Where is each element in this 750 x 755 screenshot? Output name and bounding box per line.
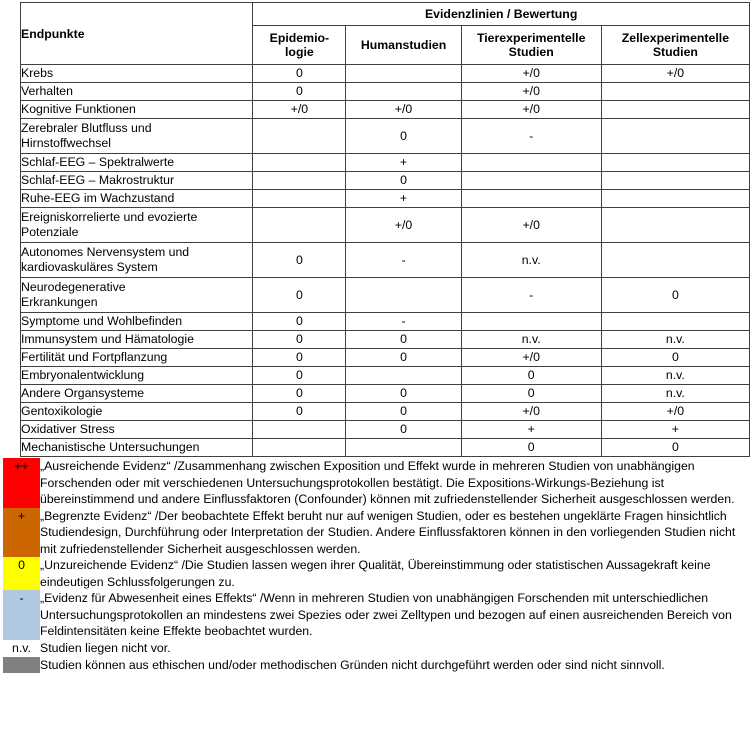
legend-description: „Unzureichende Evidenz“ /Die Studien lassen wegen ihrer Qualität, Übereinstimmung oder statistischen Aussagekraft keine eindeutigen Schlussfolgerungen zu. [40, 558, 711, 589]
header-col-zellexperimentelle-line1: Zellexperimentelle [621, 31, 730, 45]
header-col-epidemiologie [253, 26, 346, 65]
rating-cell [253, 154, 346, 172]
table-row [21, 278, 750, 313]
legend-row [3, 657, 747, 674]
rating-cell: 0 [346, 385, 461, 403]
legend-swatch: - [3, 590, 40, 640]
rating-cell [253, 421, 346, 439]
rating-cell: 0 [253, 385, 346, 403]
legend-description: „Begrenzte Evidenz“ /Der beobachtete Effekt beruht nur auf wenigen Studien, oder es bestehen ungeklärte Fragen hinsichtlich Studiendesign, Durchführung oder Interpretation der Studien. Andere Einflussfaktoren können in den vorliegenden Studien nicht mit zufriedenstellender Sicherheit ausgeschlossen werden. [40, 508, 736, 556]
rating-cell: 0 [253, 403, 346, 421]
rating-cell: - [461, 278, 601, 313]
rating-cell: - [346, 243, 461, 278]
table-row [21, 367, 750, 385]
rating-cell: +/0 [461, 349, 601, 367]
legend-row [3, 557, 747, 590]
table-row [21, 403, 750, 421]
rating-cell: 0 [253, 65, 346, 83]
legend-row [3, 640, 747, 657]
rating-cell: 0 [346, 119, 461, 154]
legend-description: „Evidenz für Abwesenheit eines Effekts“ /Wenn in mehreren Studien von unabhängigen Forschenden mit unterschiedlichen Untersuchungsprotokollen an mindestens zwei Spezies oder zwei Zelltypen und bezogen auf einen ausreichenden Bereich von Feldintensitäten keine Effekte beobachtet wurden. [40, 591, 732, 638]
rating-cell [253, 119, 346, 154]
table-row [21, 190, 750, 208]
table-row [21, 349, 750, 367]
rating-cell: n.v. [461, 243, 601, 278]
rating-cell [601, 101, 749, 119]
row-label: Schlaf-EEG – Makrostruktur [21, 172, 253, 190]
legend-body [3, 458, 747, 673]
rating-cell: +/0 [461, 403, 601, 421]
rating-cell: + [346, 190, 461, 208]
header-col-humanstudien-line1: Humanstudien [360, 38, 447, 52]
rating-cell: +/0 [601, 65, 749, 83]
row-label: Fertilität und Fortpflanzung [21, 349, 253, 367]
row-label: Kognitive Funktionen [21, 101, 253, 119]
table-row [21, 243, 750, 278]
table-row [21, 101, 750, 119]
rating-cell: +/0 [346, 208, 461, 243]
rating-cell: 0 [253, 367, 346, 385]
table-row [21, 421, 750, 439]
row-label: Embryonalentwicklung [21, 367, 253, 385]
evidence-matrix-table [20, 2, 750, 457]
header-row-top [21, 3, 750, 26]
row-label-line1: Neurodegenerative [21, 280, 126, 294]
rating-cell [461, 154, 601, 172]
rating-cell: 0 [253, 349, 346, 367]
table-head [21, 3, 750, 65]
rating-cell: +/0 [601, 403, 749, 421]
header-col-epidemiologie-line2: logie [285, 45, 314, 59]
legend [3, 458, 747, 673]
table-row [21, 172, 750, 190]
row-label [21, 278, 253, 313]
header-col-tierexperimentelle-line2: Studien [508, 45, 554, 59]
rating-cell: + [601, 421, 749, 439]
rating-cell [346, 367, 461, 385]
header-endpoints: Endpunkte [21, 3, 253, 65]
table-row [21, 331, 750, 349]
rating-cell: +/0 [461, 65, 601, 83]
row-label [21, 208, 253, 243]
row-label: Schlaf-EEG – Spektralwerte [21, 154, 253, 172]
row-label: Andere Organsysteme [21, 385, 253, 403]
rating-cell: 0 [601, 349, 749, 367]
table-body [21, 65, 750, 457]
rating-cell [601, 208, 749, 243]
rating-cell: +/0 [461, 83, 601, 101]
rating-cell: n.v. [601, 385, 749, 403]
header-col-zellexperimentelle [601, 26, 749, 65]
header-col-zellexperimentelle-line2: Studien [652, 45, 698, 59]
rating-cell [461, 172, 601, 190]
row-label: Krebs [21, 65, 253, 83]
row-label-line2: Potenziale [21, 225, 79, 239]
legend-swatch: + [3, 508, 40, 558]
table-row [21, 154, 750, 172]
legend-swatch: n.v. [3, 640, 40, 657]
table-row [21, 439, 750, 457]
row-label-line2: Hirnstoffwechsel [21, 136, 111, 150]
rating-cell: 0 [253, 83, 346, 101]
legend-swatch [3, 657, 40, 674]
legend-description: Studien können aus ethischen und/oder methodischen Gründen nicht durchgeführt werden oder sind nicht sinnvoll. [40, 657, 665, 672]
rating-cell: +/0 [461, 208, 601, 243]
rating-cell [601, 83, 749, 101]
rating-cell: 0 [346, 331, 461, 349]
rating-cell: 0 [253, 243, 346, 278]
rating-cell: 0 [253, 278, 346, 313]
rating-cell: - [461, 119, 601, 154]
table-row [21, 208, 750, 243]
rating-cell [346, 65, 461, 83]
rating-cell [601, 172, 749, 190]
rating-cell: n.v. [461, 331, 601, 349]
rating-cell [601, 119, 749, 154]
row-label-line2: kardiovaskuläres System [21, 260, 158, 274]
table-row [21, 385, 750, 403]
legend-swatch: ++ [3, 458, 40, 508]
rating-cell [346, 278, 461, 313]
table-row [21, 83, 750, 101]
rating-cell [601, 243, 749, 278]
header-col-tierexperimentelle-line1: Tierexperimentelle [476, 31, 586, 45]
rating-cell: 0 [601, 439, 749, 457]
rating-cell: +/0 [253, 101, 346, 119]
rating-cell [601, 313, 749, 331]
table-row [21, 119, 750, 154]
row-label: Mechanistische Untersuchungen [21, 439, 253, 457]
header-evidence-lines: Evidenzlinien / Bewertung [253, 3, 750, 26]
header-col-epidemiologie-line1: Epidemio- [269, 31, 330, 45]
rating-cell: 0 [253, 331, 346, 349]
row-label: Ruhe-EEG im Wachzustand [21, 190, 253, 208]
legend-row [3, 458, 747, 508]
legend-description: „Ausreichende Evidenz“ /Zusammenhang zwischen Exposition und Effekt wurde in mehreren Studien von unabhängigen Forschenden oder mit verschiedenen Untersuchungsprotokollen bestätigt. Die Expositions-Wirkungs-Beziehung ist übereinstimmend und andere Einflussfaktoren (Confounder) können mit zufriedenstellender Sicherheit ausgeschlossen werden. [40, 459, 735, 506]
rating-cell: +/0 [461, 101, 601, 119]
header-col-humanstudien [346, 26, 461, 65]
row-label [21, 243, 253, 278]
legend-table [3, 458, 747, 673]
rating-cell [601, 154, 749, 172]
rating-cell: 0 [461, 367, 601, 385]
rating-cell: 0 [346, 421, 461, 439]
table-row [21, 65, 750, 83]
row-label-line1: Ereigniskorrelierte und evozierte [21, 210, 198, 224]
legend-row [3, 508, 747, 558]
legend-row [3, 590, 747, 640]
rating-cell: 0 [346, 403, 461, 421]
rating-cell [461, 190, 601, 208]
rating-cell: + [346, 154, 461, 172]
rating-cell [601, 190, 749, 208]
rating-cell: + [461, 421, 601, 439]
rating-cell: 0 [346, 172, 461, 190]
row-label: Oxidativer Stress [21, 421, 253, 439]
row-label-line2: Erkrankungen [21, 295, 98, 309]
header-col-tierexperimentelle [461, 26, 601, 65]
row-label: Gentoxikologie [21, 403, 253, 421]
table-row [21, 313, 750, 331]
row-label: Symptome und Wohlbefinden [21, 313, 253, 331]
rating-cell: 0 [461, 439, 601, 457]
rating-cell: +/0 [346, 101, 461, 119]
rating-cell: 0 [601, 278, 749, 313]
rating-cell [346, 83, 461, 101]
rating-cell: 0 [461, 385, 601, 403]
row-label: Verhalten [21, 83, 253, 101]
rating-cell [346, 439, 461, 457]
rating-cell [253, 439, 346, 457]
row-label: Immunsystem und Hämatologie [21, 331, 253, 349]
rating-cell [253, 190, 346, 208]
row-label-line1: Autonomes Nervensystem und [21, 245, 190, 259]
rating-cell: 0 [253, 313, 346, 331]
rating-cell: n.v. [601, 367, 749, 385]
rating-cell: 0 [346, 349, 461, 367]
legend-description: Studien liegen nicht vor. [40, 640, 171, 655]
evidence-matrix-table-wrap [20, 2, 750, 457]
row-label [21, 119, 253, 154]
rating-cell [253, 172, 346, 190]
rating-cell: n.v. [601, 331, 749, 349]
row-label-line1: Zerebraler Blutfluss und [21, 121, 152, 135]
rating-cell [461, 313, 601, 331]
rating-cell [253, 208, 346, 243]
legend-swatch: 0 [3, 557, 40, 590]
rating-cell: - [346, 313, 461, 331]
